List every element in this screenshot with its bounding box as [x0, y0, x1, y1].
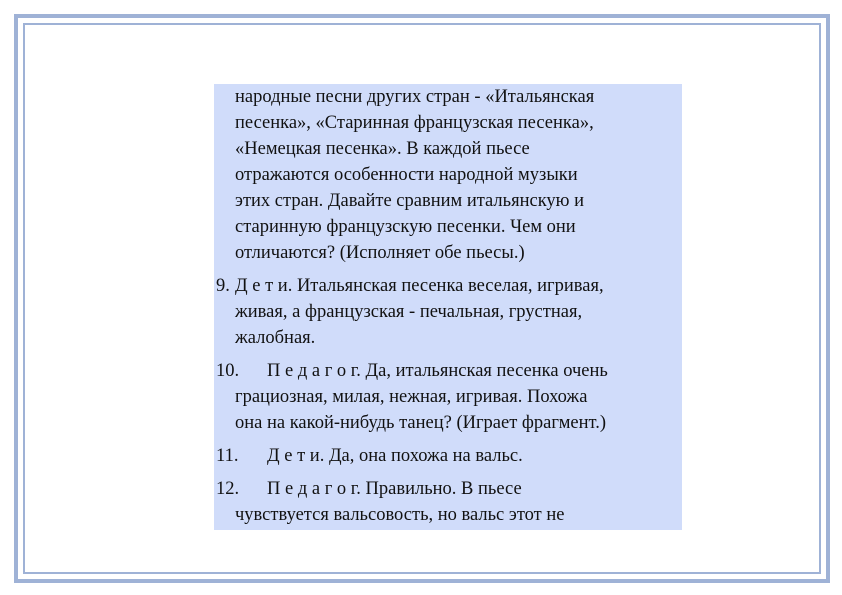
list-item-12 [214, 476, 682, 528]
text-line: Д е т и. Да, она похожа на вальс. [267, 446, 523, 466]
text-line: Д е т и. Итальянская песенка веселая, игривая, [235, 276, 604, 296]
list-number: 11. [216, 446, 239, 466]
text-line: живая, а французская - печальная, грустная, [235, 302, 583, 322]
text-box [214, 84, 682, 530]
text-line: отражаются особенности народной музыки [235, 165, 578, 185]
list-number: 12. [216, 479, 240, 499]
text-line: П е д а г о г. Да, итальянская песенка очень [267, 361, 608, 381]
text-line: песенка», «Старинная французская песенка», [235, 113, 594, 133]
text-line: грациозная, милая, нежная, игривая. Похожа [235, 387, 588, 407]
list-item-11 [214, 443, 682, 469]
text-line: народные песни других стран - «Итальянская [235, 87, 595, 107]
list-number: 9. [216, 276, 230, 296]
text-line: она на какой-нибудь танец? (Играет фрагмент.) [235, 413, 607, 433]
text-line: чувствуется вальсовость, но вальс этот не [235, 505, 565, 525]
list-item-9 [214, 273, 682, 351]
text-line: этих стран. Давайте сравним итальянскую и [235, 191, 585, 211]
list-item-10 [214, 358, 682, 436]
text-line-first [214, 358, 678, 384]
text-line-first [214, 476, 678, 502]
text-line: жалобная. [235, 328, 316, 348]
list-number: 10. [216, 361, 240, 381]
text-line: «Немецкая песенка». В каждой пьесе [235, 139, 530, 159]
text-line: старинную французскую песенки. Чем они [235, 217, 576, 237]
text-line-first [214, 443, 678, 469]
paragraph-continued [214, 84, 682, 266]
text-line: П е д а г о г. Правильно. В пьесе [267, 479, 522, 499]
text-line: отличаются? (Исполняет обе пьесы.) [235, 243, 525, 263]
